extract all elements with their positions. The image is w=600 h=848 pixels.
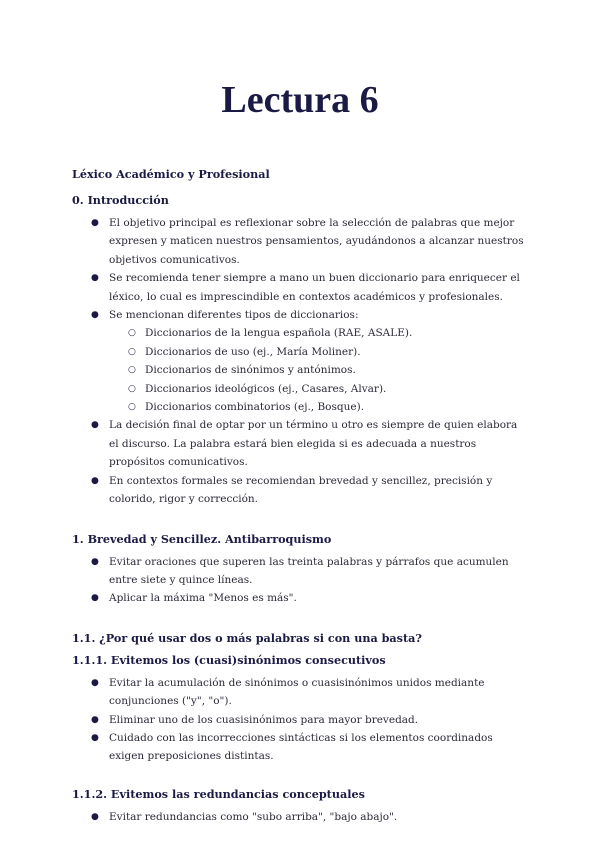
section-heading-introduccion: 0. Introducción <box>72 193 169 207</box>
hollow-bullet-icon: ○ <box>128 328 136 339</box>
list-item <box>72 674 528 711</box>
list-item <box>72 729 528 766</box>
list-item-text: Cuidado con las incorrecciones sintácticas si los elementos coordinados exigen preposiciones distintas. <box>109 731 493 763</box>
page-title: Lectura 6 <box>221 79 379 121</box>
document-subtitle: Léxico Académico y Profesional <box>72 167 270 181</box>
sub-list-item <box>109 343 528 361</box>
list-item-text: Se recomienda tener siempre a mano un buen diccionario para enriquecer el léxico, lo cual es imprescindible en contextos académicos y profesionales. <box>109 272 520 303</box>
list-item-text: El objetivo principal es reflexionar sobre la selección de palabras que mejor expresen y maticen nuestros pensamientos, ayudándonos a alcanzar nuestros objetivos comunicativos. <box>109 217 524 266</box>
sub-list-item <box>109 380 528 398</box>
list-item-text: Aplicar la máxima "Menos es más". <box>109 592 297 605</box>
list-item <box>72 306 528 416</box>
brevedad-bullet-list <box>72 553 528 608</box>
list-item <box>72 472 528 509</box>
dictionary-types-list <box>109 324 528 416</box>
bullet-icon: ● <box>91 273 99 284</box>
list-item-text: Evitar oraciones que superen las treinta palabras y párrafos que acumulen entre siete y quince líneas. <box>109 555 509 586</box>
bullet-icon: ● <box>91 593 99 604</box>
list-item <box>72 214 528 269</box>
sub-list-item-text: Diccionarios de uso (ej., María Moliner). <box>145 345 361 358</box>
hollow-bullet-icon: ○ <box>128 383 136 394</box>
list-item-text: Eliminar uno de los cuasisinónimos para mayor brevedad. <box>109 713 419 726</box>
bullet-icon: ● <box>91 475 99 486</box>
bullet-icon: ● <box>91 310 99 321</box>
list-item <box>72 553 528 590</box>
bullet-icon: ● <box>91 218 99 228</box>
section-heading-1-1: 1.1. ¿Por qué usar dos o más palabras si con una basta? <box>72 630 422 645</box>
sub-list-item-text: Diccionarios de sinónimos y antónimos. <box>145 364 356 377</box>
sub-list-item <box>109 324 528 342</box>
bullet-icon: ● <box>91 811 99 822</box>
list-item-text: Evitar la acumulación de sinónimos o cuasisinónimos unidos mediante conjunciones ("y", "o"). <box>109 676 485 708</box>
sub-list-item-text: Diccionarios ideológicos (ej., Casares, Alvar). <box>145 382 387 395</box>
hollow-bullet-icon: ○ <box>128 365 136 376</box>
section-heading-brevedad: 1. Brevedad y Sencillez. Antibarroquismo <box>72 531 332 546</box>
sub-list-item <box>109 361 528 379</box>
list-item <box>72 416 528 471</box>
list-item <box>72 711 528 729</box>
list-item-text: Evitar redundancias como "subo arriba", "bajo abajo". <box>109 810 398 823</box>
hollow-bullet-icon: ○ <box>128 346 136 357</box>
list-item <box>72 269 528 306</box>
bullet-icon: ● <box>91 677 99 688</box>
bullet-icon: ● <box>91 714 99 725</box>
sub-list-item <box>109 398 528 416</box>
sub-list-item-text: Diccionarios de la lengua española (RAE, ASALE). <box>145 327 413 340</box>
sub-list-item-text: Diccionarios combinatorios (ej., Bosque). <box>145 401 365 414</box>
section-heading-1-1-1: 1.1.1. Evitemos los (cuasi)sinónimos consecutivos <box>72 652 386 667</box>
list-item <box>72 589 528 607</box>
list-item-text: La decisión final de optar por un término u otro es siempre de quien elabora el discurso. La palabra estará bien elegida si es adecuada a nuestros propósitos comunicativos. <box>109 419 518 469</box>
list-item-text: Se mencionan diferentes tipos de diccionarios: <box>109 309 359 322</box>
redundancias-bullet-list <box>72 808 528 826</box>
hollow-bullet-icon: ○ <box>128 402 136 413</box>
list-item-text: En contextos formales se recomiendan brevedad y sencillez, precisión y colorido, rigor y corrección. <box>109 474 493 506</box>
sinonimos-bullet-list <box>72 674 528 766</box>
bullet-icon: ● <box>91 556 99 567</box>
section-heading-1-1-2: 1.1.2. Evitemos las redundancias conceptuales <box>72 786 365 801</box>
bullet-icon: ● <box>91 732 99 743</box>
list-item <box>72 808 528 826</box>
intro-bullet-list <box>72 214 528 509</box>
bullet-icon: ● <box>91 420 99 431</box>
